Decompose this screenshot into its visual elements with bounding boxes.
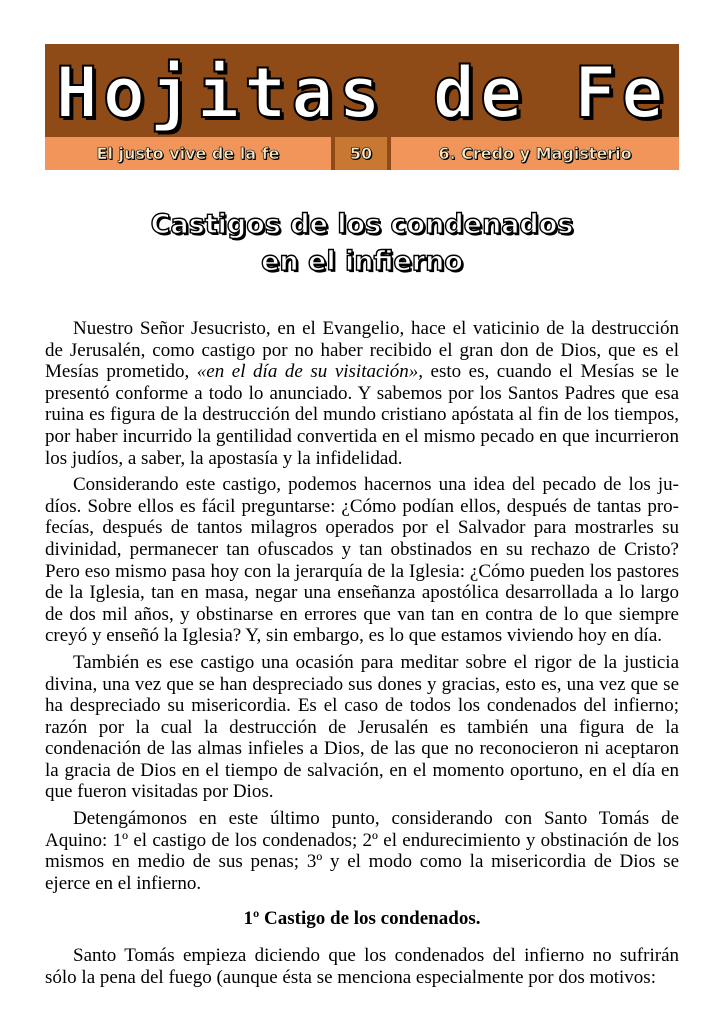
section-label: 6. Credo y Magisterio — [391, 137, 679, 170]
masthead-subbar — [45, 137, 679, 170]
paragraph-5: Santo Tomás empieza diciendo que los condenados del infierno no sufrirán sólo la pena del fuego (aunque ésta se menciona especialmente por dos motivos: — [45, 945, 679, 989]
article-title-line-2: en el infierno — [261, 246, 463, 277]
paragraph-2: Considerando este castigo, podemos hacernos una idea del pecado de los judíos. Sobre ellos es fácil preguntarse: ¿Cómo podían ellos, después de tantas profecías, después de tantos milagros operados por el Salvador para mostrarles su divinidad, permanecer tan ofuscados y tan obstinados en su rechazo de Cristo? Pero eso mismo pasa hoy con la jerarquía de la Iglesia: ¿Cómo pueden los pastores de la Iglesia, tan en masa, negar una enseñanza apostólica desarrollada a lo largo de dos mil años, y obstinarse en errores que van tan en contra de lo que siempre creyó y enseñó la Iglesia? Y, sin embargo, es lo que estamos viviendo hoy en día. — [45, 474, 679, 647]
paragraph-1-text-a: Nuestro Señor Jesucristo, en el Evangelio, hace el vaticinio de la destrucción de Jerusalén, como castigo por no haber recibido el gran don de Dios, que es el Mesías prometido, — [45, 318, 679, 383]
paragraph-3: También es ese castigo una ocasión para meditar sobre el rigor de la justicia divina, una vez que se han despreciado sus dones y gracias, esto es, una vez que se ha despreciado su misericordia. Es el caso de todos los condenados del infierno; razón por la cual la destrucción de Jerusalén es también una figura de la condenación de las almas infieles a Dios, de las que no reconocieron ni aceptaron la gracia de Dios en el tiempo de salvación, en el momento oportuno, en el día en que fueron visitadas por Dios. — [45, 651, 679, 803]
masthead-title: Hojitas de Fe — [55, 52, 669, 134]
paragraph-1-text-b: esto es, cuando el Mesías se le presentó conforme a todo lo anunciado. Y sabemos por los Santos Padres que esa ruina es figura de la destrucción del mundo cristiano apóstata al fin de los tiempos, por haber incurrido la gentilidad convertida en el mismo pecado en que incurrieron los judíos, a saber, la apostasía y la infidelidad. — [45, 361, 679, 469]
issue-number: 50 — [335, 137, 387, 170]
paragraph-1-quote: «en el día de su visitación», — [196, 361, 423, 383]
masthead-motto: El justo vive de la fe — [45, 137, 331, 170]
paragraph-1 — [45, 318, 679, 469]
masthead-banner — [45, 44, 679, 170]
article-body — [45, 318, 679, 994]
paragraph-4: Detengámonos en este último punto, considerando con Santo Tomás de Aquino: 1º el castigo de los condenados; 2º el endurecimiento y obstinación de los mismos en medio de sus penas; 3º y el modo como la misericordia de Dios se ejerce en el infierno. — [45, 808, 679, 894]
article-title — [45, 206, 679, 280]
section-heading-1: 1º Castigo de los condenados. — [243, 908, 481, 930]
article-title-line-1: Castigos de los condenados — [150, 209, 574, 240]
